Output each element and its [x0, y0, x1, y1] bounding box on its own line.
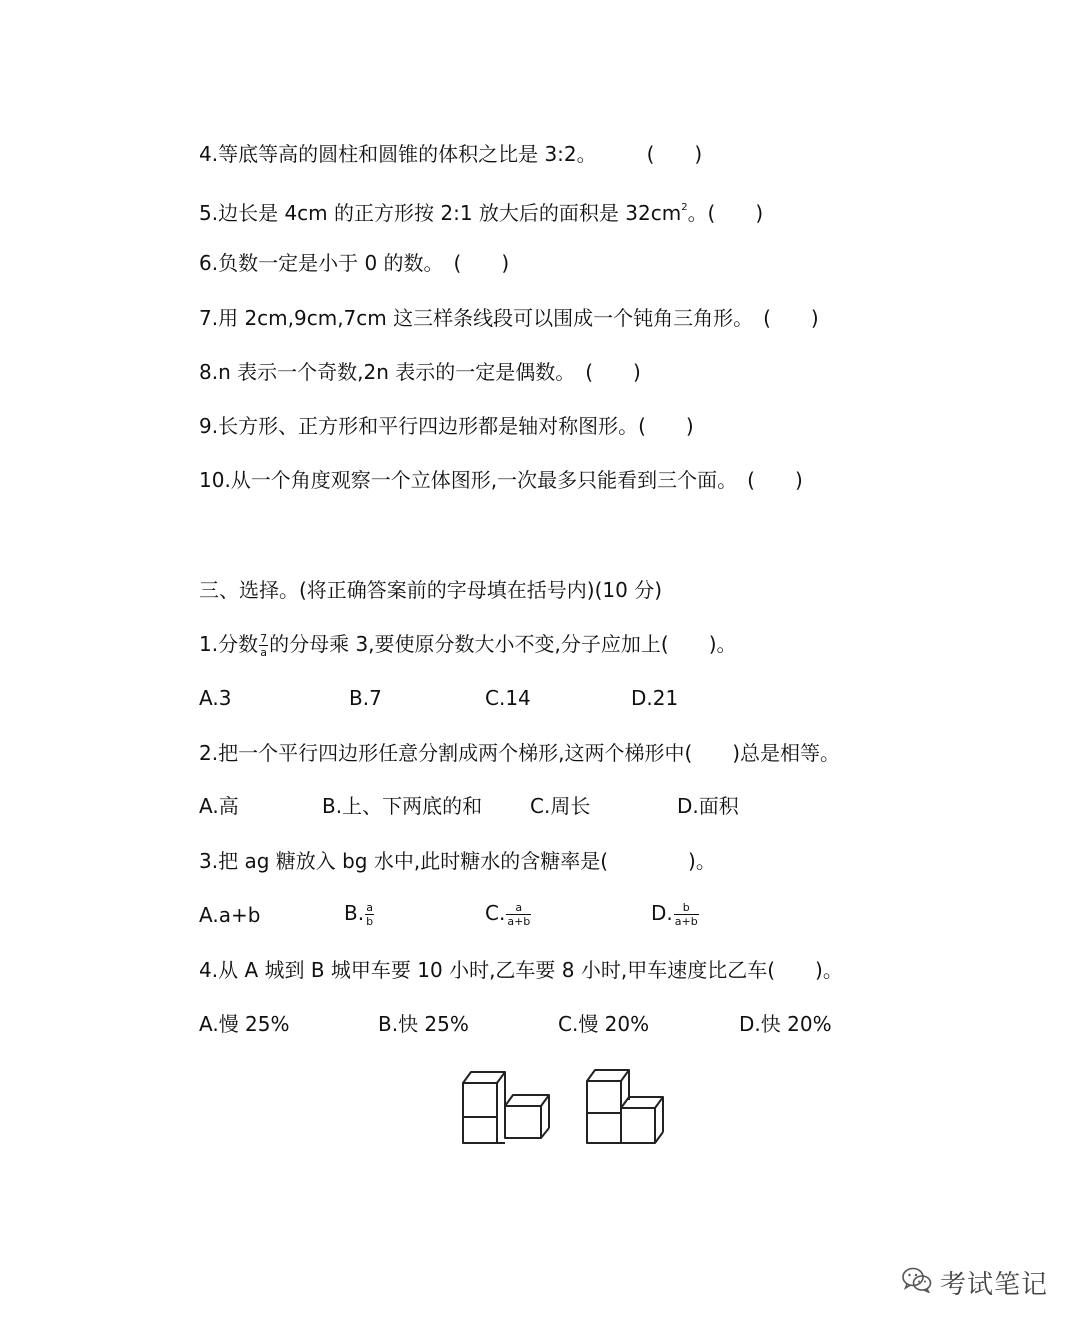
cube-figure-2	[587, 1070, 663, 1143]
choice-question-4: 4.从 A 城到 B 城甲车要 10 小时,乙车要 8 小时,甲车速度比乙车( )。	[199, 958, 843, 982]
judge-question-6: 6.负数一定是小于 0 的数。 ( )	[199, 251, 510, 275]
q2-option-a: A.高	[199, 794, 239, 818]
q2-option-d: D.面积	[677, 794, 739, 818]
q3-option-b-label: B.	[344, 901, 365, 925]
q1-text-pre: 1.分数	[199, 632, 259, 656]
q4-option-c: C.慢 20%	[558, 1012, 650, 1036]
q1-text-post: 的分母乘 3,要使原分数大小不变,分子应加上( )。	[269, 632, 737, 656]
choice-question-2: 2.把一个平行四边形任意分割成两个梯形,这两个梯形中( )总是相等。	[199, 741, 841, 765]
judge-question-8: 8.n 表示一个奇数,2n 表示的一定是偶数。 ( )	[199, 360, 641, 384]
fraction-denominator: a	[260, 646, 267, 659]
superscript: 2	[681, 202, 688, 213]
fraction	[259, 633, 268, 658]
q2-option-c: C.周长	[530, 794, 591, 818]
judge-question-5	[199, 194, 763, 227]
q3-option-c-label: C.	[485, 901, 506, 925]
judge-question-4: 4.等底等高的圆柱和圆锥的体积之比是 3:2。 ( )	[199, 142, 703, 166]
q3-option-b	[344, 899, 375, 927]
wechat-icon	[902, 1267, 932, 1297]
watermark-text: 考试笔记	[940, 1269, 1049, 1300]
fraction	[365, 902, 374, 927]
q4-option-b: B.快 25%	[378, 1012, 469, 1036]
judge-question-10: 10.从一个角度观察一个立体图形,一次最多只能看到三个面。 ( )	[199, 468, 803, 492]
q1-option-b: B.7	[349, 686, 382, 710]
q3-option-a: A.a+b	[199, 903, 261, 927]
judge-question-9: 9.长方形、正方形和平行四边形都是轴对称图形。( )	[199, 414, 694, 438]
fraction-numerator: a	[366, 901, 373, 914]
fraction-numerator: 7	[260, 632, 268, 645]
fraction-denominator: a+b	[674, 915, 698, 928]
q1-option-a: A.3	[199, 686, 232, 710]
fraction-denominator: a+b	[507, 915, 531, 928]
judge-q5-text: 5.边长是 4cm 的正方形按 2:1 放大后的面积是 32cm	[199, 201, 682, 225]
choice-question-1	[199, 630, 737, 658]
choice-question-3: 3.把 ag 糖放入 bg 水中,此时糖水的含糖率是( )。	[199, 849, 716, 873]
q1-option-d: D.21	[631, 686, 679, 710]
fraction	[506, 902, 531, 927]
q1-option-c: C.14	[485, 686, 531, 710]
section-heading: 三、选择。(将正确答案前的字母填在括号内)(10 分)	[199, 578, 663, 602]
fraction	[674, 902, 699, 927]
cube-figure-1	[463, 1072, 549, 1143]
judge-q5-bracket: 。( )	[687, 201, 764, 225]
watermark	[902, 1264, 1048, 1300]
q2-option-b: B.上、下两底的和	[322, 794, 483, 818]
judge-question-7: 7.用 2cm,9cm,7cm 这三样条线段可以围成一个钝角三角形。 ( )	[199, 306, 819, 330]
fraction-numerator: a	[506, 902, 531, 915]
q3-option-d	[651, 899, 700, 927]
q4-option-d: D.快 20%	[739, 1012, 832, 1036]
fraction-numerator: b	[674, 902, 699, 915]
q4-option-a: A.慢 25%	[199, 1012, 290, 1036]
fraction-denominator: b	[366, 915, 374, 928]
q3-option-c	[485, 899, 532, 927]
q3-option-d-label: D.	[651, 901, 673, 925]
cube-figures	[455, 1060, 675, 1150]
